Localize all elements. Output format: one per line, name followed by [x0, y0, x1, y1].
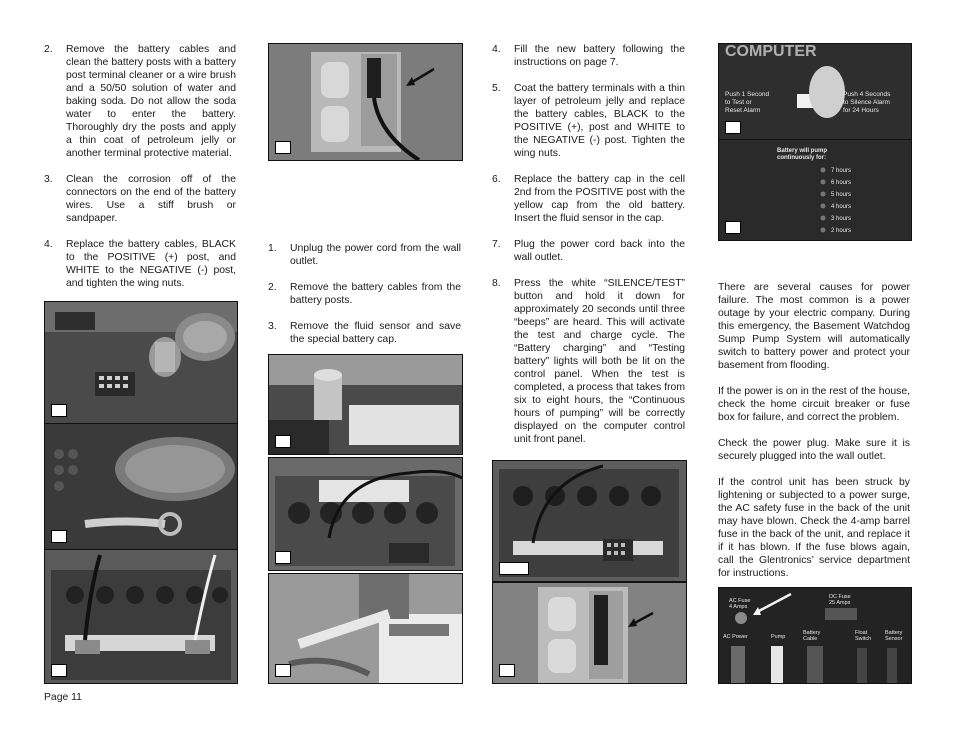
svg-text:to Silence Alarm: to Silence Alarm	[843, 99, 890, 106]
photo-brush-cleaning-connector	[44, 423, 238, 550]
step-item: 4. Fill the new battery following the instructions on page 7.	[492, 44, 685, 68]
finger	[809, 66, 845, 118]
svg-text:Battery: Battery	[885, 630, 903, 636]
svg-text:6 hours: 6 hours	[831, 180, 852, 186]
ac-fuse-holder	[735, 612, 747, 624]
step-item: 3. Clean the corrosion off of the connectors on the end of the battery wires. Use a stiff brush or sandpaper.	[44, 174, 236, 224]
svg-text:for 24 Hours: for 24 Hours	[843, 107, 879, 114]
svg-text:3 hours: 3 hours	[831, 216, 852, 222]
photo-battery-reconnected	[492, 460, 687, 582]
column-1-steps	[44, 43, 236, 342]
svg-text:4 hours: 4 hours	[831, 204, 852, 210]
dc-fuse-holder	[825, 608, 857, 620]
step-item: 2. Remove the battery cables from the battery posts.	[268, 282, 461, 306]
photo-control-panel-test-button	[718, 43, 912, 141]
step-marker-box	[499, 664, 515, 677]
svg-text:Cable: Cable	[803, 636, 818, 642]
step-marker-box	[275, 435, 291, 448]
svg-text:Reset Alarm: Reset Alarm	[725, 107, 761, 114]
step-item: 6. Replace the battery cap in the cell 2nd from the POSITIVE post with the yellow cap from the old battery. Insert the fluid sensor in the cap.	[492, 174, 685, 224]
step-item: 4. Replace the battery cables, BLACK to the POSITIVE (+) post, and WHITE to the NEGATIVE (-) post, and tighten the wing nuts.	[44, 239, 236, 289]
svg-text:Switch: Switch	[855, 636, 872, 642]
svg-text:Battery will pump: Battery will pump	[777, 148, 828, 154]
page-number: Page 11	[44, 692, 82, 703]
step-marker-box	[275, 551, 291, 564]
step-marker-box	[51, 530, 67, 543]
photo-battery-cables-attached	[44, 549, 238, 684]
step-item: 5. Coat the battery terminals with a thin layer of petroleum jelly and replace the battery cables, BLACK to the POSITIVE (+), post and WHITE to the NEGATIVE (-) post. Tighten the wing nuts.	[492, 83, 685, 159]
paragraph: If the power is on in the rest of the house, check the home circuit breaker or fuse box for failure, and correct the problem.	[718, 386, 910, 423]
svg-text:AC Fuse: AC Fuse	[729, 598, 751, 604]
paragraph: Check the power plug. Make sure it is securely plugged into the wall outlet.	[718, 438, 910, 462]
step-marker-box	[275, 141, 291, 154]
column-3-steps	[492, 43, 685, 459]
svg-text:Push 1 Second: Push 1 Second	[725, 91, 770, 98]
photo-power-cord-plugged	[492, 582, 687, 684]
step-marker-box	[499, 562, 529, 575]
svg-text:to Test or: to Test or	[725, 99, 752, 106]
svg-text:continuously for:: continuously for:	[777, 155, 826, 161]
paragraph: If the control unit has been struck by lightening or subjected to a power surge, the AC safety fuse in the back of the unit may have blown. Check the 4-amp barrel fuse in the back of the unit, and replace it if it has blown. If the fuse blows again, call the Glentronics’ service department for instructions.	[718, 477, 910, 579]
photo-brush-cleaning-post	[44, 301, 238, 424]
photo-rear-panel-fuse	[718, 587, 912, 684]
svg-text:Sensor: Sensor	[885, 636, 903, 642]
svg-text:AC Power: AC Power	[723, 634, 748, 640]
step-item: 8. Press the white “SILENCE/TEST” button and hold it down for approximately 20 seconds until three “beeps” are heard. This will activate the test and charge cycle. The “Battery charging” and “Testing battery” lights will both be lit on the control panel. When the test is completed, a process that takes from six to eight hours, the “Continuous hours of pumping” will be correctly displayed on the computer control unit front panel.	[492, 278, 685, 445]
svg-text:Battery: Battery	[803, 630, 821, 636]
photo-power-cord-unplugged	[268, 43, 463, 161]
step-marker-box	[51, 664, 67, 677]
svg-text:2 hours: 2 hours	[831, 228, 852, 234]
step-item: 1. Unplug the power cord from the wall outlet.	[268, 243, 461, 267]
svg-text:25 Amps: 25 Amps	[829, 600, 851, 606]
panel-header-text: COMPUTER	[725, 44, 817, 60]
photo-remove-fluid-sensor	[268, 354, 463, 455]
svg-text:5 hours: 5 hours	[831, 192, 852, 198]
step-marker-box	[725, 221, 741, 234]
photo-new-battery-cables	[268, 457, 463, 571]
svg-text:DC Fuse: DC Fuse	[829, 594, 851, 600]
svg-text:Float: Float	[855, 630, 868, 636]
paragraph: There are several causes for power failure. The most common is a power outage by your electric company. During this emergency, the Basement Watchdog Sump Pump System will automatically switch to battery power and protect your basement from flooding.	[718, 282, 910, 371]
step-item: 3. Remove the fluid sensor and save the special battery cap.	[268, 321, 461, 345]
svg-text:Pump: Pump	[771, 634, 786, 640]
step-item: 2. Remove the battery cables and clean the battery posts with a battery post terminal cleaner or a wire brush and a 50/50 solution of water and baking soda. Do not allow the soda water to enter the battery. Thoroughly dry the posts and apply a thin coat of petroleum jelly or another terminal protective material.	[44, 44, 236, 159]
column-2-steps	[268, 242, 461, 359]
step-item: 7. Plug the power cord back into the wall outlet.	[492, 239, 685, 263]
svg-text:4 Amps: 4 Amps	[729, 604, 748, 610]
svg-text:7 hours: 7 hours	[831, 168, 852, 174]
photo-fill-battery	[268, 573, 463, 684]
column-4-troubleshooting	[718, 281, 910, 593]
step-marker-box	[725, 121, 741, 134]
step-marker-box	[51, 404, 67, 417]
photo-pump-hours-display	[718, 139, 912, 241]
step-marker-box	[275, 664, 291, 677]
svg-text:Push 4 Seconds: Push 4 Seconds	[843, 91, 891, 98]
